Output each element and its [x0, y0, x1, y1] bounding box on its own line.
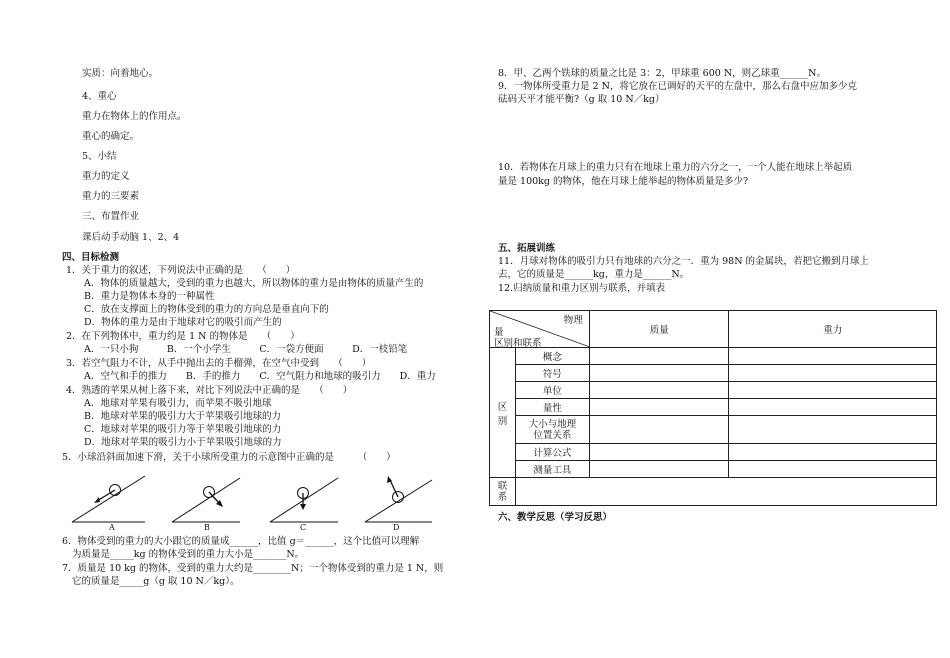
text-line: 重力的定义 — [82, 171, 130, 182]
text-line: 课后动手动脑 1、2、4 — [82, 232, 180, 243]
table-header-diagonal: 物理 量 区别和联系 — [490, 311, 590, 348]
column-header-gravity: 重力 — [729, 311, 937, 348]
table-cell[interactable] — [729, 399, 937, 416]
table-cell[interactable] — [589, 399, 729, 416]
question-11-cont: 去，它的质量是______kg，重力是______N。 — [498, 269, 690, 280]
option: B．重力是物体本身的一种属性 — [84, 291, 215, 302]
comparison-table — [489, 310, 937, 506]
section-title: 四、目标检测 — [62, 252, 120, 263]
option: A．一只小狗 B．一个小学生 C．一袋方便面 D．一枝铅笔 — [84, 344, 408, 355]
question-4: 4．熟透的苹果从树上落下来，对比下列说法中正确的是 （ ） — [66, 385, 353, 396]
table-cell[interactable] — [729, 365, 937, 382]
table-cell[interactable] — [729, 348, 937, 365]
table-cell[interactable] — [729, 382, 937, 399]
option: B．地球对苹果的吸引力大于苹果吸引地球的力 — [84, 411, 281, 422]
table-cell[interactable] — [589, 365, 729, 382]
text-line: 4、重心 — [82, 91, 117, 102]
row-label: 单位 — [515, 382, 589, 399]
option: C．地球对苹果的吸引力等于苹果吸引地球的力 — [84, 424, 282, 435]
text-line: 5、小结 — [82, 151, 117, 162]
question-1: 1．关于重力的叙述，下列说法中正确的是 （ ） — [66, 265, 296, 276]
question-10: 10．若物体在月球上的重力只有在地球上重力的六分之一，一个人能在地球上举起质 — [498, 162, 853, 173]
figure-label: C — [300, 523, 307, 532]
table-cell[interactable] — [729, 461, 937, 478]
figure-d — [365, 476, 432, 522]
question-9: 9．一物体所受重力是 2 N，将它放在已调好的天平的左盘中，那么右盘中应加多少克 — [498, 81, 857, 92]
option: D．地球对苹果的吸引力小于苹果吸引地球的力 — [84, 437, 282, 448]
question-10-cont: 量是 100kg 的物体，他在月球上能举起的物体质量是多少? — [498, 176, 749, 187]
question-12: 12.归纳质量和重力区别与联系，并填表 — [498, 283, 666, 294]
question-5: 5．小球沿斜面加速下滑，关于小球所受重力的示意图中正确的是 （ ） — [62, 452, 396, 463]
table-cell-link[interactable] — [515, 478, 936, 506]
figure-label: D — [393, 523, 400, 532]
text-line: 重力的三要素 — [82, 191, 140, 202]
table-cell[interactable] — [589, 382, 729, 399]
question-7-cont: 它的质量是_____g（g 取 10 N／kg）。 — [72, 576, 240, 587]
question-6: 6．物体受到的重力的大小跟它的质量成______，比值 g＝______，这个比值可以理解 — [62, 536, 420, 547]
table-cell[interactable] — [589, 348, 729, 365]
question-3: 3．若空气阻力不计，从手中抛出去的手榴弹，在空气中受到 （ ） — [66, 358, 372, 369]
text-line: 重力在物体上的作用点。 — [82, 111, 187, 122]
row-label: 大小与地理 位置关系 — [515, 416, 589, 444]
table-cell[interactable] — [589, 416, 729, 444]
option: A．地球对苹果有吸引力，而苹果不吸引地球 — [84, 398, 272, 409]
group-label-link: 联 系 — [490, 478, 516, 506]
row-label: 计算公式 — [515, 444, 589, 461]
row-label: 测量工具 — [515, 461, 589, 478]
table-cell[interactable] — [589, 444, 729, 461]
figure-c — [270, 478, 338, 522]
row-label: 概念 — [515, 348, 589, 365]
text-line: 重心的确定。 — [82, 131, 140, 142]
question-11: 11．月球对物体的吸引力只有地球的六分之一．重为 98N 的金属块，若把它搬到月球上 — [498, 256, 870, 267]
text-line: 三、布置作业 — [82, 211, 140, 222]
figure-b — [172, 478, 240, 522]
question-7: 7．质量是 10 kg 的物体，受到的重力大约是________N；一个物体受到的重力是 1 N，则 — [62, 563, 444, 574]
question-2: 2．在下列物体中，重力约是 1 N 的物体是 （ ） — [66, 331, 300, 342]
question-6-cont: 为质量是_____kg 的物体受到的重力大小是_______N。 — [72, 549, 305, 560]
section-title: 五、拓展训练 — [498, 243, 556, 254]
section-title: 六、教学反思（学习反思） — [498, 512, 613, 523]
figure-label: B — [204, 523, 210, 532]
question-8: 8．甲、乙两个铁球的质量之比是 3：2，甲球重 600 N，则乙球重______N。 — [498, 68, 826, 79]
row-label: 量性 — [515, 399, 589, 416]
figure-label: A — [109, 523, 115, 532]
group-label-difference: 区 别 — [490, 348, 516, 478]
question-9-cont: 砝码天平才能平衡?（g 取 10 N／kg） — [498, 94, 665, 105]
column-header-mass: 质量 — [589, 311, 729, 348]
option: A．物体的质量越大，受到的重力也越大，所以物体的重力是由物体的质量产生的 — [84, 278, 424, 289]
table-cell[interactable] — [589, 461, 729, 478]
option: C．放在支撑面上的物体受到的重力的方向总是垂直向下的 — [84, 304, 329, 315]
figure-a — [72, 476, 145, 522]
option: D．物体的重力是由于地球对它的吸引而产生的 — [84, 317, 282, 328]
table-cell[interactable] — [729, 444, 937, 461]
option: A．空气和手的推力 B．手的推力 C．空气阻力和地球的吸引力 D．重力 — [84, 371, 436, 382]
table-cell[interactable] — [729, 416, 937, 444]
incline-figures — [60, 470, 460, 540]
text-line: 实质：向着地心。 — [82, 68, 159, 79]
row-label: 符号 — [515, 365, 589, 382]
